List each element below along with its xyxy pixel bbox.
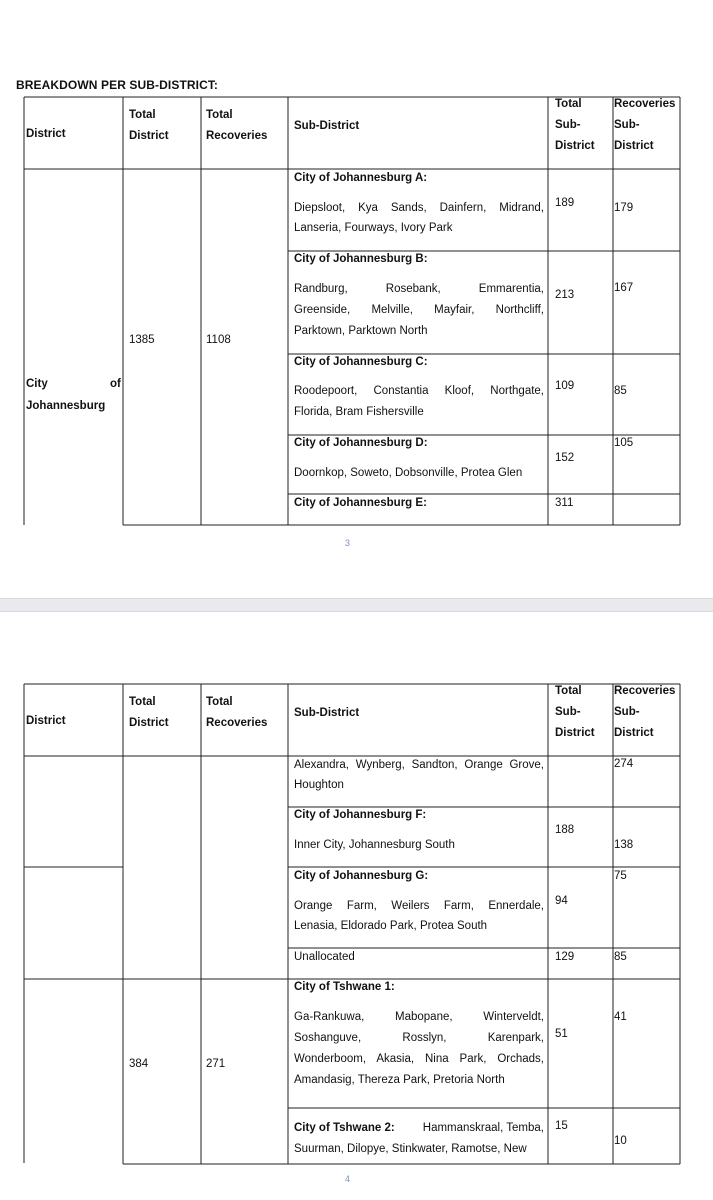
subdistrict-total: 109 <box>555 380 575 392</box>
subdistrict-recoveries: 274 <box>614 758 634 770</box>
header-total-district-1: Total <box>129 696 156 708</box>
subdistrict-areas: Doornkop, Soweto, Dobsonville, Protea Glen <box>294 467 523 479</box>
header-district: District <box>26 715 66 727</box>
subdistrict-areas: Lenasia, Eldorado Park, Protea South <box>294 920 488 932</box>
subdistrict-title: City of Johannesburg D: <box>294 437 428 449</box>
subdistrict-total: 311 <box>555 497 574 509</box>
section-heading: BREAKDOWN PER SUB-DISTRICT: <box>16 78 219 92</box>
header-rec-sub-2: Sub- <box>614 119 640 131</box>
header-rec-sub-3: District <box>614 140 654 152</box>
subdistrict-areas: Soshanguve, Rosslyn, Karenpark, <box>294 1032 544 1044</box>
district-total: 384 <box>129 1058 149 1070</box>
subdistrict-title: City of Johannesburg A: <box>294 172 428 184</box>
subdistrict-heading-line <box>294 1118 544 1138</box>
subdistrict-total: 152 <box>555 452 575 464</box>
subdistrict-recoveries: 179 <box>614 202 634 214</box>
subdistrict-title: City of Johannesburg G: <box>294 870 429 882</box>
subdistrict-areas: Amandasig, Thereza Park, Pretoria North <box>294 1074 505 1086</box>
subdistrict-areas: Parktown, Parktown North <box>294 325 428 337</box>
subdistrict-recoveries: 167 <box>614 282 634 294</box>
header-total-recoveries-1: Total <box>206 696 233 708</box>
subdistrict-title: City of Tshwane 1: <box>294 981 395 993</box>
header-total-sub-3: District <box>555 727 595 739</box>
subdistrict-areas: Diepsloot, Kya Sands, Dainfern, Midrand, <box>294 202 544 214</box>
subdistrict-recoveries: 105 <box>614 437 634 449</box>
subdistrict-areas: Hammanskraal, Temba, <box>422 1122 544 1134</box>
subdistrict-title: City of Johannesburg E: <box>294 497 427 509</box>
document-page-3 <box>0 0 713 598</box>
district-recoveries: 271 <box>206 1058 226 1070</box>
subdistrict-total: 51 <box>555 1028 568 1040</box>
subdistrict-title: City of Tshwane 2: <box>294 1122 395 1134</box>
subdistrict-total: 94 <box>555 895 568 907</box>
subdistrict-recoveries: 41 <box>614 1011 627 1023</box>
header-total-district-1: Total <box>129 109 156 121</box>
subdistrict-title: City of Johannesburg C: <box>294 356 428 368</box>
header-total-sub-1: Total <box>555 685 582 697</box>
header-total-sub-1: Total <box>555 98 582 110</box>
subdistrict-areas: Ga-Rankuwa, Mabopane, Winterveldt, <box>294 1011 544 1023</box>
header-total-district-2: District <box>129 717 169 729</box>
header-total-district-2: District <box>129 130 169 142</box>
subdistrict-recoveries: 75 <box>614 870 627 882</box>
district-name-1: City <box>26 378 48 390</box>
subdistrict-areas: Suurman, Dilopye, Stinkwater, Ramotse, New <box>294 1143 527 1155</box>
header-total-sub-2: Sub- <box>555 119 581 131</box>
subdistrict-areas: Alexandra, Wynberg, Sandton, Orange Grove, <box>294 759 544 771</box>
district-name-3: Johannesburg <box>26 400 106 412</box>
header-total-recoveries-2: Recoveries <box>206 130 268 142</box>
subdistrict-total: 189 <box>555 197 575 209</box>
subdistrict-recoveries: 138 <box>614 839 634 851</box>
header-rec-sub-1: Recoveries <box>614 98 676 110</box>
subdistrict-recoveries: 85 <box>614 951 627 963</box>
subdistrict-areas: Lanseria, Fourways, Ivory Park <box>294 222 453 234</box>
subdistrict-areas: Houghton <box>294 779 344 791</box>
subdistrict-areas: Inner City, Johannesburg South <box>294 839 455 851</box>
subdistrict-areas: Orange Farm, Weilers Farm, Ennerdale, <box>294 900 544 912</box>
district-recoveries: 1108 <box>206 334 231 346</box>
header-total-sub-3: District <box>555 140 595 152</box>
header-total-recoveries-2: Recoveries <box>206 717 268 729</box>
document-page-4 <box>0 612 713 1200</box>
page-number: 4 <box>345 1174 351 1184</box>
subdistrict-areas: Wonderboom, Akasia, Nina Park, Orchads, <box>294 1053 544 1065</box>
subdistrict-areas: Unallocated <box>294 951 355 963</box>
header-rec-sub-3: District <box>614 727 654 739</box>
subdistrict-recoveries: 85 <box>614 385 627 397</box>
subdistrict-title: City of Johannesburg F: <box>294 809 427 821</box>
page-number: 3 <box>345 538 351 548</box>
header-total-recoveries-1: Total <box>206 109 233 121</box>
subdistrict-total: 188 <box>555 824 575 836</box>
header-rec-sub-2: Sub- <box>614 706 640 718</box>
page-separator <box>0 598 713 612</box>
header-sub-district: Sub-District <box>294 707 360 719</box>
subdistrict-total: 15 <box>555 1120 568 1132</box>
subdistrict-recoveries: 10 <box>614 1135 627 1147</box>
subdistrict-areas: Greenside, Melville, Mayfair, Northcliff, <box>294 304 544 316</box>
subdistrict-areas: Randburg, Rosebank, Emmarentia, <box>294 283 544 295</box>
subdistrict-total: 213 <box>555 289 575 301</box>
district-name-2: of <box>110 378 121 390</box>
header-total-sub-2: Sub- <box>555 706 581 718</box>
header-district: District <box>26 128 66 140</box>
district-total: 1385 <box>129 334 155 346</box>
subdistrict-areas: Florida, Bram Fishersville <box>294 406 424 418</box>
subdistrict-title: City of Johannesburg B: <box>294 253 428 265</box>
subdistrict-areas: Roodepoort, Constantia Kloof, Northgate, <box>294 385 544 397</box>
header-sub-district: Sub-District <box>294 120 360 132</box>
subdistrict-total: 129 <box>555 951 575 963</box>
header-rec-sub-1: Recoveries <box>614 685 676 697</box>
